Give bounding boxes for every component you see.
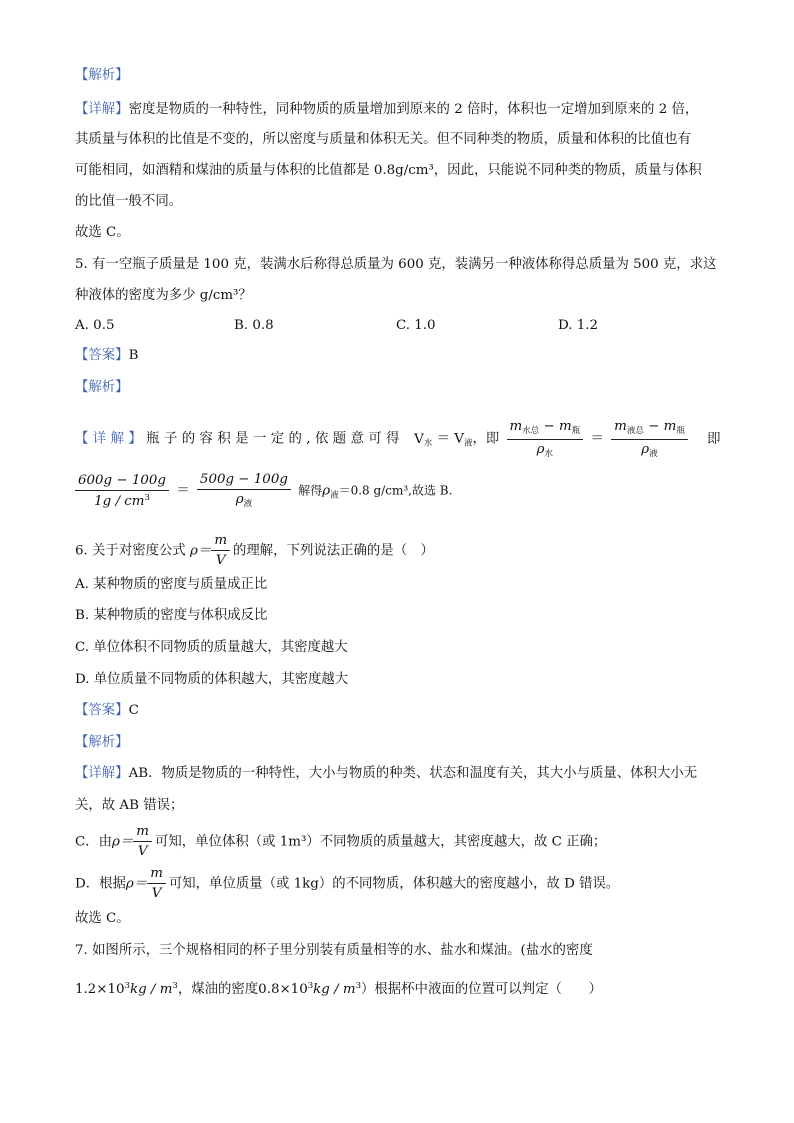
stem-text: 的理解，下列说法正确的是（ ） <box>233 543 434 559</box>
symbol: m <box>559 419 572 434</box>
option-c: C. 单位体积不同物质的质量越大，其密度越大 <box>75 640 348 655</box>
unit: 1g / cm <box>94 493 145 509</box>
option-a: A. 0.5 <box>75 318 115 333</box>
subscript: 液总 <box>626 426 644 436</box>
subscript: 瓶 <box>571 426 581 436</box>
fraction-numerator <box>611 420 688 440</box>
detail-line <box>75 100 724 120</box>
formula-lhs: ρ＝ <box>112 834 134 850</box>
superscript: 3 <box>172 981 178 991</box>
volume-symbol: V <box>454 431 464 447</box>
option-a: A. 某种物质的密度与质量成正比 <box>75 577 268 592</box>
symbol: ρ <box>536 441 545 457</box>
answer-line <box>75 346 724 366</box>
subscript: 液 <box>330 490 339 501</box>
connector-text: ，即 <box>472 431 500 447</box>
minus: − <box>648 419 660 434</box>
analysis-heading <box>75 66 724 86</box>
analysis-tag: 【解析】 <box>75 380 129 395</box>
stem-text: 6. 关于对密度公式 <box>75 543 186 559</box>
superscript: 3 <box>355 981 361 991</box>
option-d: D. 单位质量不同物质的体积越大，其密度越大 <box>75 672 349 687</box>
conclusion: 故选 C。 <box>75 225 130 240</box>
analysis-heading <box>75 733 724 753</box>
answer-tag: 【答案】 <box>75 348 129 363</box>
fraction-liquid-values <box>197 473 291 509</box>
option-d: D. 1.2 <box>558 318 599 333</box>
subscript: 液 <box>243 499 253 510</box>
subscript: 水 <box>544 448 554 459</box>
fraction-numerator: m <box>133 825 152 842</box>
value: 0.8×10 <box>258 982 308 997</box>
fraction-denominator <box>534 440 556 459</box>
subscript: 水总 <box>522 426 540 436</box>
answer-tag: 【答案】 <box>75 703 129 718</box>
equals: ＝ <box>436 431 451 447</box>
detail-tag: 【详解】 <box>75 102 129 117</box>
density-fraction <box>211 534 230 568</box>
minus: − <box>543 419 555 434</box>
question-stem: 5. 有一空瓶子质量是 100 克，装满水后称得总质量为 600 克，装满另一种液体称得总质量为 500 克，求这 <box>75 257 717 272</box>
detail-line: 可能相同，如酒精和煤油的质量与体积的比值都是 0.8g/cm³，因此，只能说不同种类的物质，质量与体积 <box>75 163 702 178</box>
subscript: 瓶 <box>676 426 685 436</box>
detail-text: 瓶子的容积是一定的,依题意可得 <box>146 431 404 447</box>
fraction-denominator <box>233 490 255 509</box>
volume-symbol: V <box>414 431 424 447</box>
detail-line-c <box>75 825 724 861</box>
conclusion: 故选 C。 <box>75 911 130 926</box>
fraction-numerator: m <box>147 867 166 884</box>
fraction-water-values <box>75 474 169 509</box>
detail-text: 密度是物质的一种特性，同种物质的质量增加到原来的 2 倍时，体积也一定增加到原来的 2 倍， <box>128 102 699 117</box>
q5-detail-formula-line <box>75 419 724 459</box>
detail-text: C．由 <box>75 834 113 850</box>
formula-lhs: ρ＝ <box>190 543 212 559</box>
detail-line: 其质量与体积的比值是不变的，所以密度与质量和体积无关。但不同种类的物质，质量和体积的比值也有 <box>75 132 691 147</box>
equals: ＝ <box>176 483 190 499</box>
analysis-heading <box>75 378 724 398</box>
q5-solution-line <box>75 473 724 517</box>
result-text: ＝0.8 g/cm³,故选 B. <box>338 483 453 498</box>
detail-line-d <box>75 867 724 903</box>
detail-line: 的比值一般不同。 <box>75 194 183 209</box>
fraction-numerator: m <box>211 534 230 551</box>
analysis-tag: 【解析】 <box>75 68 129 83</box>
formula-lhs: ρ＝ <box>125 876 148 892</box>
detail-tag: 【详解】 <box>75 431 147 447</box>
detail-tag: 【详解】 <box>75 766 129 781</box>
superscript: 3 <box>124 981 130 991</box>
symbol: m <box>509 419 523 434</box>
fraction-numerator <box>507 420 584 440</box>
detail-line: 关，故 AB 错误； <box>75 798 184 813</box>
fraction-water <box>507 420 584 458</box>
question-stem: 7. 如图所示，三个规格相同的杯子里分别装有质量相等的水、盐水和煤油。(盐水的密度 <box>75 943 593 958</box>
fraction-denominator: V <box>151 886 162 902</box>
question-stem <box>75 534 724 570</box>
analysis-tag: 【解析】 <box>75 735 129 750</box>
option-b: B. 某种物质的密度与体积成反比 <box>75 608 268 623</box>
detail-text: 可知，单位质量（或 1kg）的不同物质，体积越大的密度越小，故 D 错误。 <box>168 876 620 892</box>
detail-line <box>75 764 724 784</box>
answer-line <box>75 701 724 721</box>
symbol: m <box>663 419 677 434</box>
unit: kg / m <box>313 982 356 997</box>
question-stem: 种液体的密度为多少 g/cm³？ <box>75 288 252 303</box>
fraction-denominator: V <box>215 553 226 569</box>
symbol: ρ <box>235 492 244 508</box>
density-fraction <box>147 867 166 901</box>
option-c: C. 1.0 <box>396 318 436 333</box>
stem-text: ）根据杯中液面的位置可以判定（ ） <box>361 982 603 997</box>
stem-text: ，煤油的密度 <box>177 982 259 997</box>
fraction-denominator: V <box>137 844 148 860</box>
option-b: B. 0.8 <box>234 318 274 333</box>
question-stem-line2 <box>75 974 724 1002</box>
subscript: 液 <box>463 438 473 449</box>
answer-value: B <box>128 348 139 363</box>
detail-text: 可知，单位体积（或 1m³）不同物质的质量越大，其密度越大，故 C 正确； <box>155 834 607 850</box>
fraction-liquid <box>611 420 688 458</box>
detail-text: AB．物质是物质的一种特性，大小与物质的种类、状态和温度有关，其大小与质量、体积大小无 <box>128 766 698 781</box>
density-fraction <box>133 825 152 859</box>
unit: kg / m <box>129 982 173 997</box>
equals: ＝ <box>590 431 604 447</box>
subscript: 液 <box>649 448 658 459</box>
value: 1.2×10 <box>75 982 125 997</box>
answer-value: C <box>128 703 139 718</box>
fraction-numerator: 600g − 100g <box>75 474 169 491</box>
detail-text: D．根据 <box>75 876 126 892</box>
fraction-numerator: 500g − 100g <box>197 473 291 490</box>
symbol: m <box>614 419 627 434</box>
superscript: 3 <box>144 492 150 503</box>
symbol: ρ <box>322 483 331 499</box>
subscript: 水 <box>423 438 433 449</box>
fraction-denominator <box>638 440 660 459</box>
solve-text: 解得 <box>298 483 323 498</box>
connector-text: 即 <box>707 431 721 447</box>
superscript: 3 <box>307 981 314 991</box>
fraction-denominator <box>91 491 153 508</box>
symbol: ρ <box>641 441 650 457</box>
